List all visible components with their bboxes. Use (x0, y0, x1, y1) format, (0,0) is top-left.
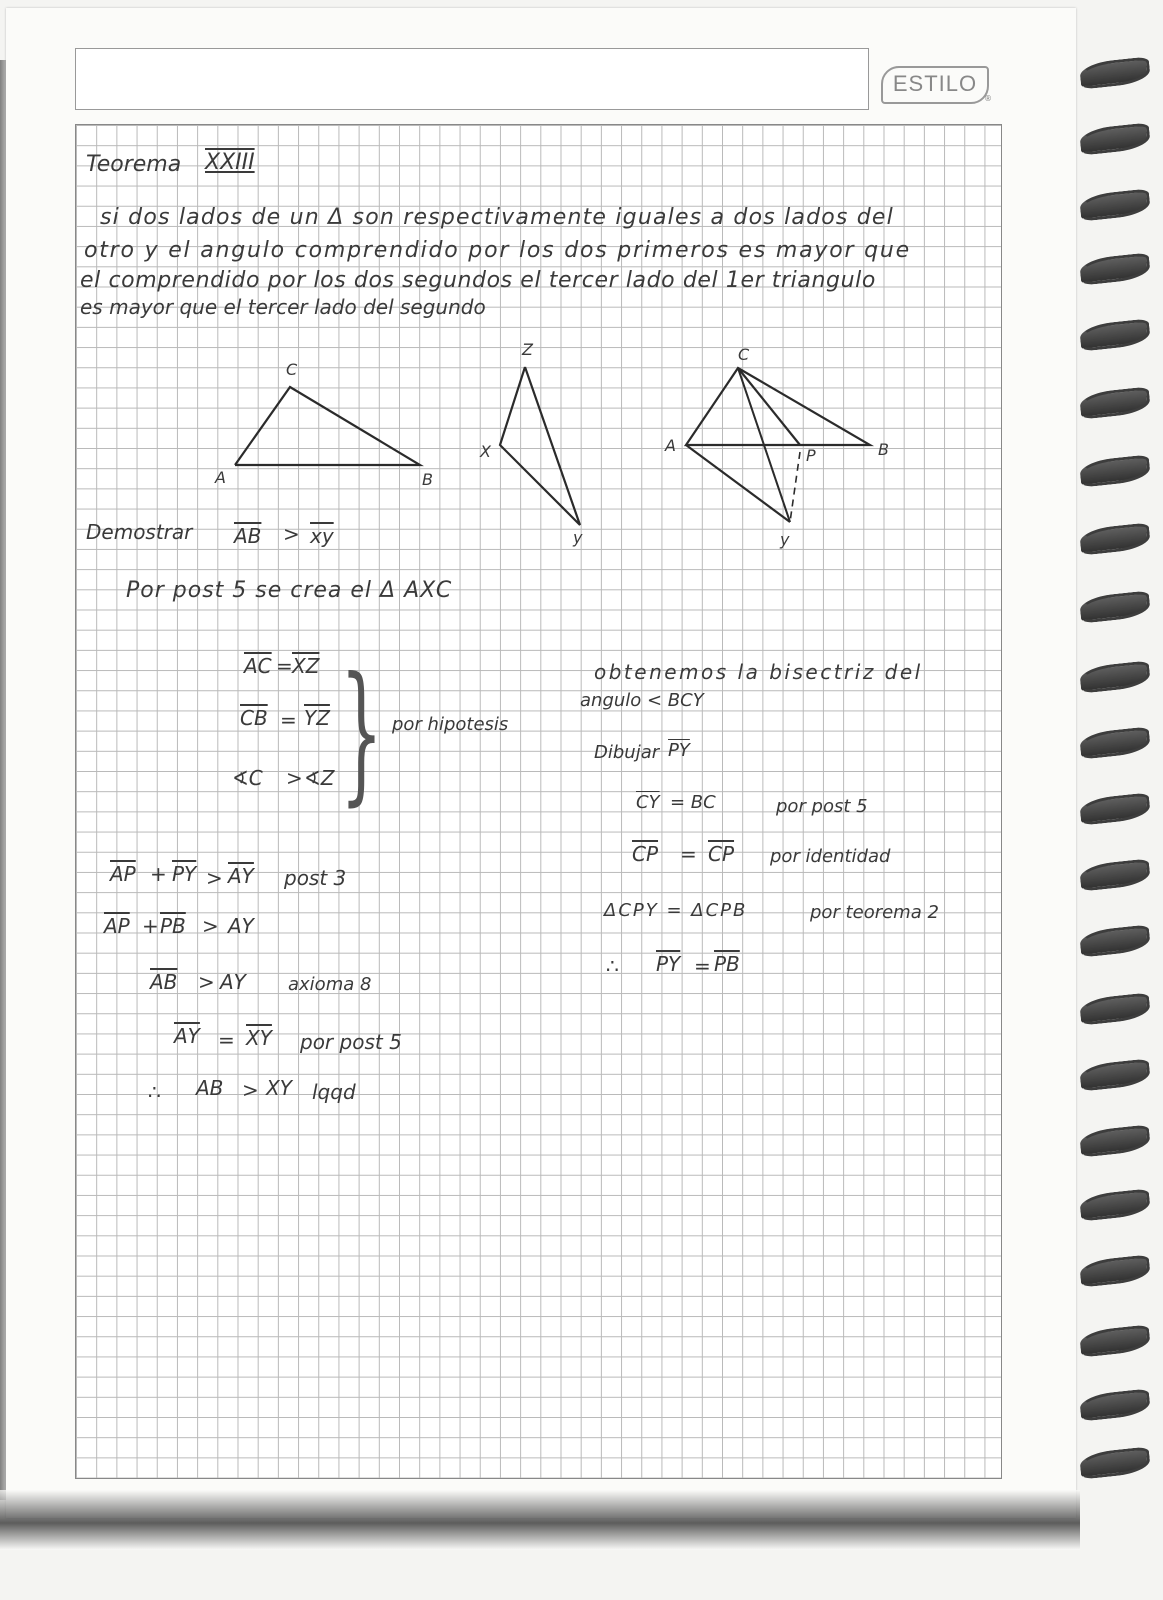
fig3-label-p: P (806, 446, 816, 465)
eq2-rhs: $\overline{CP}$ (708, 842, 735, 866)
bisector-line-2: angulo < BCY (580, 690, 704, 711)
fig2-label-x: X (480, 442, 491, 461)
eq4-lhs: $\overline{PY}$ (656, 952, 681, 976)
fig2-label-z: Z (522, 340, 533, 359)
statement-line-1: si dos lados de un Δ son respectivamente iguales a dos lados del (100, 205, 894, 230)
prove-rhs: $\overline{xy}$ (310, 524, 334, 548)
prove-lhs: $\overline{AB}$ (234, 524, 262, 548)
l2-gt: > (202, 914, 219, 938)
brand-logo: ESTILO (881, 66, 989, 104)
eq4-therefore: ∴ (606, 954, 619, 978)
segment-ay (686, 445, 790, 522)
l2-b: $\overline{PB}$ (160, 914, 186, 938)
triangle-xyz (500, 367, 580, 525)
statement-line-3: el comprendido por los dos segundos el tercer lado del 1er triangulo (80, 268, 876, 293)
l5-a: AB (196, 1076, 224, 1100)
l4-c: $\overline{XY}$ (246, 1026, 272, 1050)
prove-op: > (283, 522, 300, 546)
eq3-reason: por teorema 2 (810, 902, 939, 923)
prove-label: Demostrar (86, 520, 193, 544)
bisector-line-1: obtenemos la bisectriz del (594, 660, 923, 684)
statement-line-2: otro y el angulo comprendido por los dos primeros es mayor que (84, 238, 911, 263)
segment-cp (738, 368, 800, 445)
l1-gt: > (206, 866, 223, 890)
hyp-2-op: = (280, 708, 297, 732)
draw-label: Dibujar (594, 742, 660, 763)
l4-reason: por post 5 (300, 1030, 402, 1054)
l3-reason: axioma 8 (288, 974, 372, 995)
hypothesis-reason: por hipotesis (392, 714, 509, 735)
theorem-number: XXIII (205, 150, 255, 175)
fig2-label-y: y (573, 528, 583, 547)
segment-py (790, 452, 800, 522)
l1-reason: post 3 (284, 866, 347, 890)
theorem-title: Teorema (86, 152, 182, 177)
fig3-label-c: C (738, 345, 750, 364)
step-1: Por post 5 se crea el Δ AXC (126, 578, 453, 603)
l5-reason: lqqd (312, 1080, 356, 1104)
l1-op: + (150, 862, 167, 886)
l3-gt: > (198, 970, 215, 994)
eq2-op: = (680, 842, 697, 866)
hyp-2-lhs: $\overline{CB}$ (240, 706, 268, 730)
eq4-op: = (694, 954, 711, 978)
fig3-label-b: B (878, 440, 889, 459)
hyp-3-op: > (286, 766, 303, 790)
statement-line-4: es mayor que el tercer lado del segundo (80, 295, 486, 319)
l2-op: + (142, 914, 159, 938)
l5-therefore: ∴ (148, 1080, 161, 1104)
fig3-label-a: A (665, 436, 676, 455)
l2-a: $\overline{AP}$ (104, 914, 130, 938)
l3-c: AY (220, 970, 246, 994)
eq4-rhs: $\overline{PB}$ (714, 952, 740, 976)
eq1-reason: por post 5 (776, 796, 868, 817)
page-bottom-shadow (0, 1490, 1080, 1550)
hyp-2-rhs: $\overline{YZ}$ (304, 706, 330, 730)
brand-registered-mark: ® (984, 94, 992, 103)
l2-c: AY (228, 914, 254, 938)
l4-a: $\overline{AY}$ (174, 1024, 200, 1048)
hyp-1-op: = (276, 654, 293, 678)
l5-c: XY (266, 1076, 292, 1100)
l3-a: $\overline{AB}$ (150, 970, 178, 994)
hypothesis-brace: } (340, 646, 383, 820)
eq1-rhs: = BC (670, 792, 716, 813)
fig1-label-a: A (215, 468, 226, 487)
draw-segment: $\overline{PY}$ (668, 740, 690, 761)
hyp-1-rhs: $\overline{XZ}$ (292, 654, 320, 678)
triangle-aby (686, 368, 870, 445)
fig1-label-c: C (286, 360, 298, 379)
hyp-1-lhs: $\overline{AC}$ (244, 654, 272, 678)
eq2-reason: por identidad (770, 846, 891, 867)
hyp-3-lhs: ∢C (232, 766, 263, 790)
eq2-lhs: $\overline{CP}$ (632, 842, 659, 866)
l4-eq: = (218, 1028, 235, 1052)
l1-c: $\overline{AY}$ (228, 864, 254, 888)
eq1-lhs: $\overline{CY}$ (636, 792, 660, 813)
eq3: ΔCPY = ΔCPB (604, 900, 748, 921)
triangle-abc (235, 387, 420, 465)
fig3-label-y: y (780, 530, 790, 549)
l1-b: $\overline{PY}$ (172, 862, 197, 886)
hyp-3-rhs: ∢Z (304, 766, 335, 790)
fig1-label-b: B (422, 470, 433, 489)
l5-gt: > (242, 1078, 259, 1102)
l1-a: $\overline{AP}$ (110, 862, 136, 886)
